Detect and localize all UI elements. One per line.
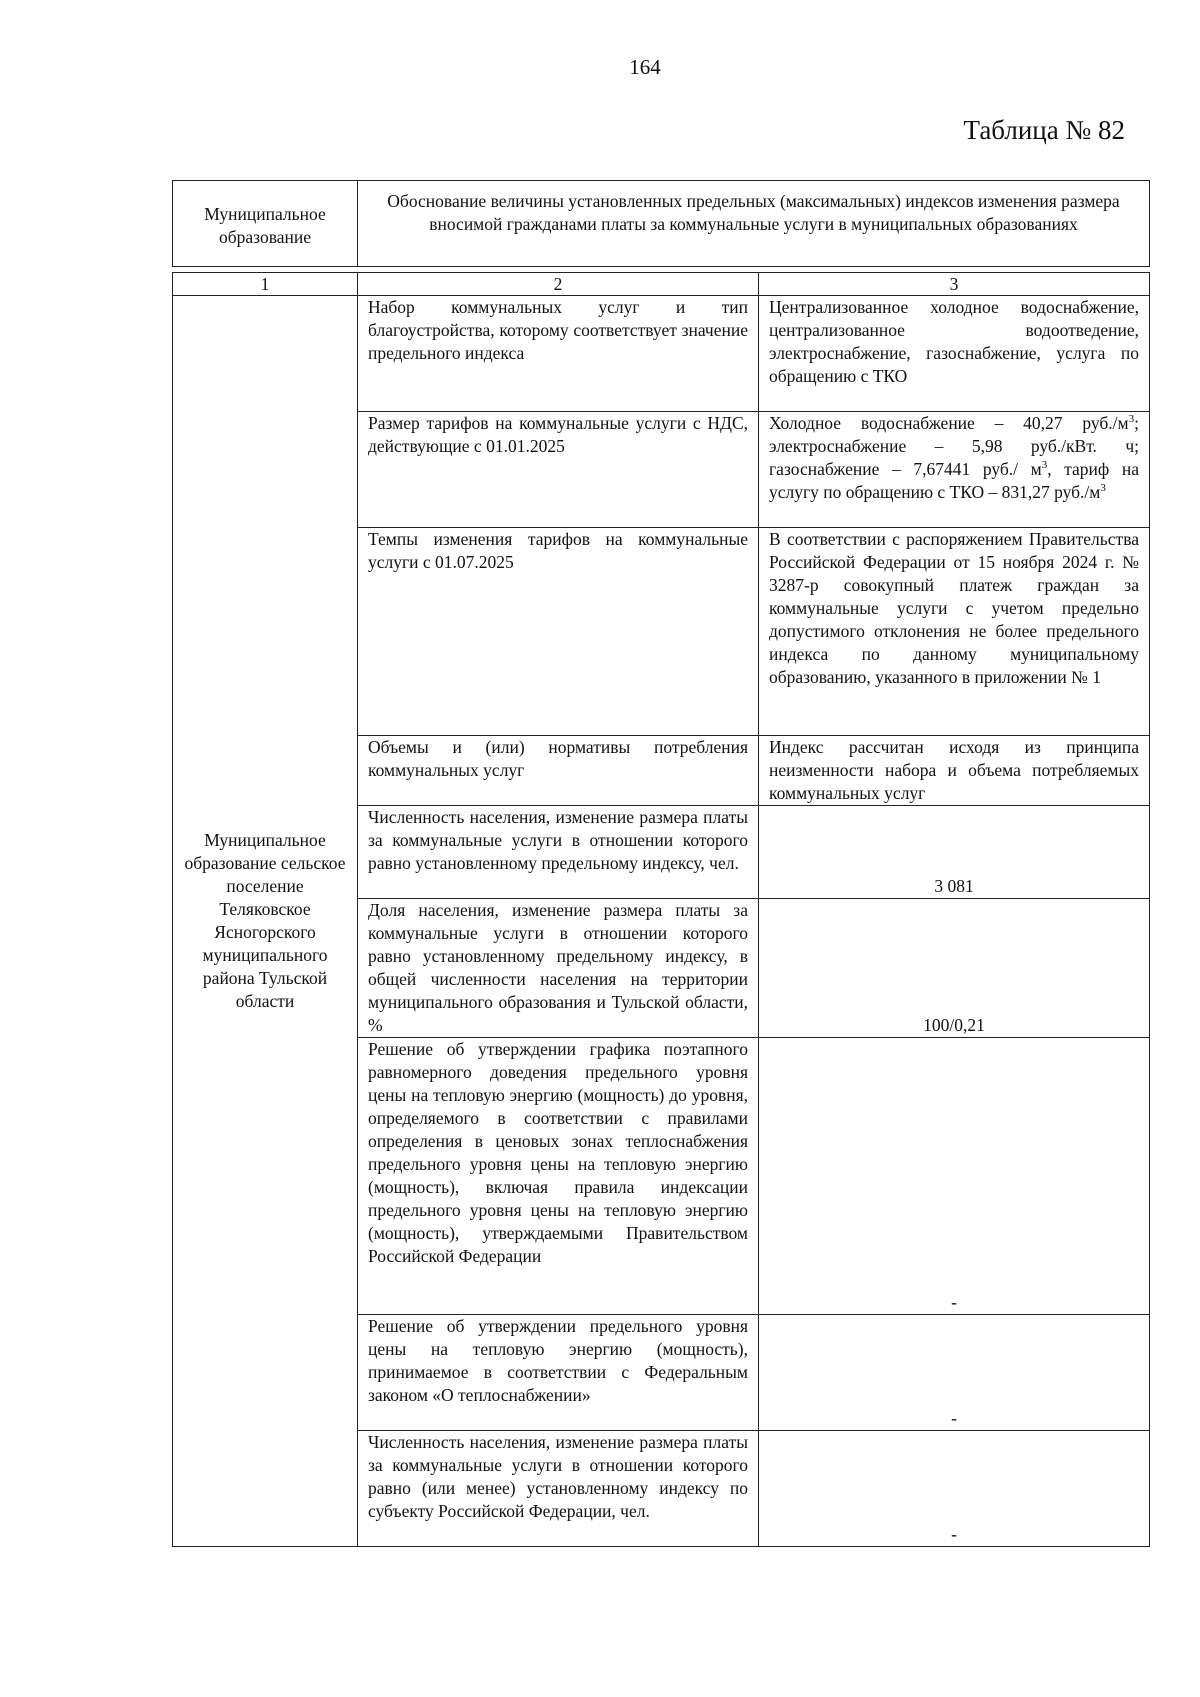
- row-label: Доля населения, изменение размера платы за коммунальные услуги в отношении которого равно установленному предельному индексу, в общей численности населения на территории муниципального образования и Тульской области, %: [358, 899, 759, 1038]
- tariff-text: , тариф на услугу по обращению с ТКО – 831,27 руб./м: [769, 459, 1139, 502]
- row-label: Численность населения, изменение размера платы за коммунальные услуги в отношении которого равно установленному предельному индексу, чел.: [358, 806, 759, 899]
- table-title: Таблица № 82: [963, 115, 1125, 145]
- column-number: 2: [358, 273, 759, 296]
- row-value: -: [759, 1431, 1150, 1547]
- row-value: -: [759, 1315, 1150, 1431]
- row-label: Решение об утверждении предельного уровня цены на тепловую энергию (мощность), принимаемое в соответствии с Федеральным законом «О теплоснабжении»: [358, 1315, 759, 1431]
- page-number: 164: [629, 55, 661, 79]
- column-number: 3: [759, 273, 1150, 296]
- row-label: Численность населения, изменение размера платы за коммунальные услуги в отношении которого равно (или менее) установленному индексу по субъекту Российской Федерации, чел.: [358, 1431, 759, 1547]
- header-justification: Обоснование величины установленных предельных (максимальных) индексов изменения размера вносимой гражданами платы за коммунальные услуги в муниципальных образованиях: [358, 181, 1150, 267]
- column-number: 1: [173, 273, 358, 296]
- column-number-row: [173, 273, 1150, 296]
- row-label: Объемы и (или) нормативы потребления коммунальных услуг: [358, 736, 759, 806]
- superscript: 3: [1100, 482, 1106, 495]
- row-value: Индекс рассчитан исходя из принципа неизменности набора и объема потребляемых коммунальных услуг: [759, 736, 1150, 806]
- row-value: [759, 412, 1150, 528]
- row-label: Темпы изменения тарифов на коммунальные услуги с 01.07.2025: [358, 528, 759, 736]
- header-table: [172, 180, 1150, 267]
- row-value: 100/0,21: [759, 899, 1150, 1038]
- tariff-text: ; электроснабжение – 5,98 руб./кВт. ч; газоснабжение – 7,67441 руб./ м: [769, 413, 1139, 479]
- row-label: Решение об утверждении графика поэтапного равномерного доведения предельного уровня цены на тепловую энергию (мощность) до уровня, определяемого в соответствии с правилами определения в ценовых зонах теплоснабжения предельного уровня цены на тепловую энергию (мощность), включая правила индексации предельного уровня цены на тепловую энергию (мощность), утверждаемыми Правительством Российской Федерации: [358, 1038, 759, 1315]
- row-value: 3 081: [759, 806, 1150, 899]
- row-label: Набор коммунальных услуг и тип благоустройства, которому соответствует значение предельного индекса: [358, 296, 759, 412]
- tariff-text: Холодное водоснабжение – 40,27 руб./м: [769, 413, 1129, 433]
- table-row: [173, 296, 1150, 412]
- municipality-name: Муниципальное образование сельское поселение Теляковское Ясногорского муниципального района Тульской области: [173, 296, 358, 1547]
- superscript: 3: [1041, 459, 1048, 472]
- header-municipality: Муниципальное образование: [173, 181, 358, 267]
- header-row: [173, 181, 1150, 267]
- row-value: -: [759, 1038, 1150, 1315]
- row-value: Централизованное холодное водоснабжение, централизованное водоотведение, электроснабжение, газоснабжение, услуга по обращению с ТКО: [759, 296, 1150, 412]
- main-table: [172, 272, 1150, 1547]
- row-label: Размер тарифов на коммунальные услуги с НДС, действующие с 01.01.2025: [358, 412, 759, 528]
- superscript: 3: [1128, 413, 1135, 426]
- row-value: В соответствии с распоряжением Правительства Российской Федерации от 15 ноября 2024 г. № 3287-р совокупный платеж граждан за коммунальные услуги с учетом предельно допустимого отклонения не более предельного индекса по данному муниципальному образованию, указанного в приложении № 1: [759, 528, 1150, 736]
